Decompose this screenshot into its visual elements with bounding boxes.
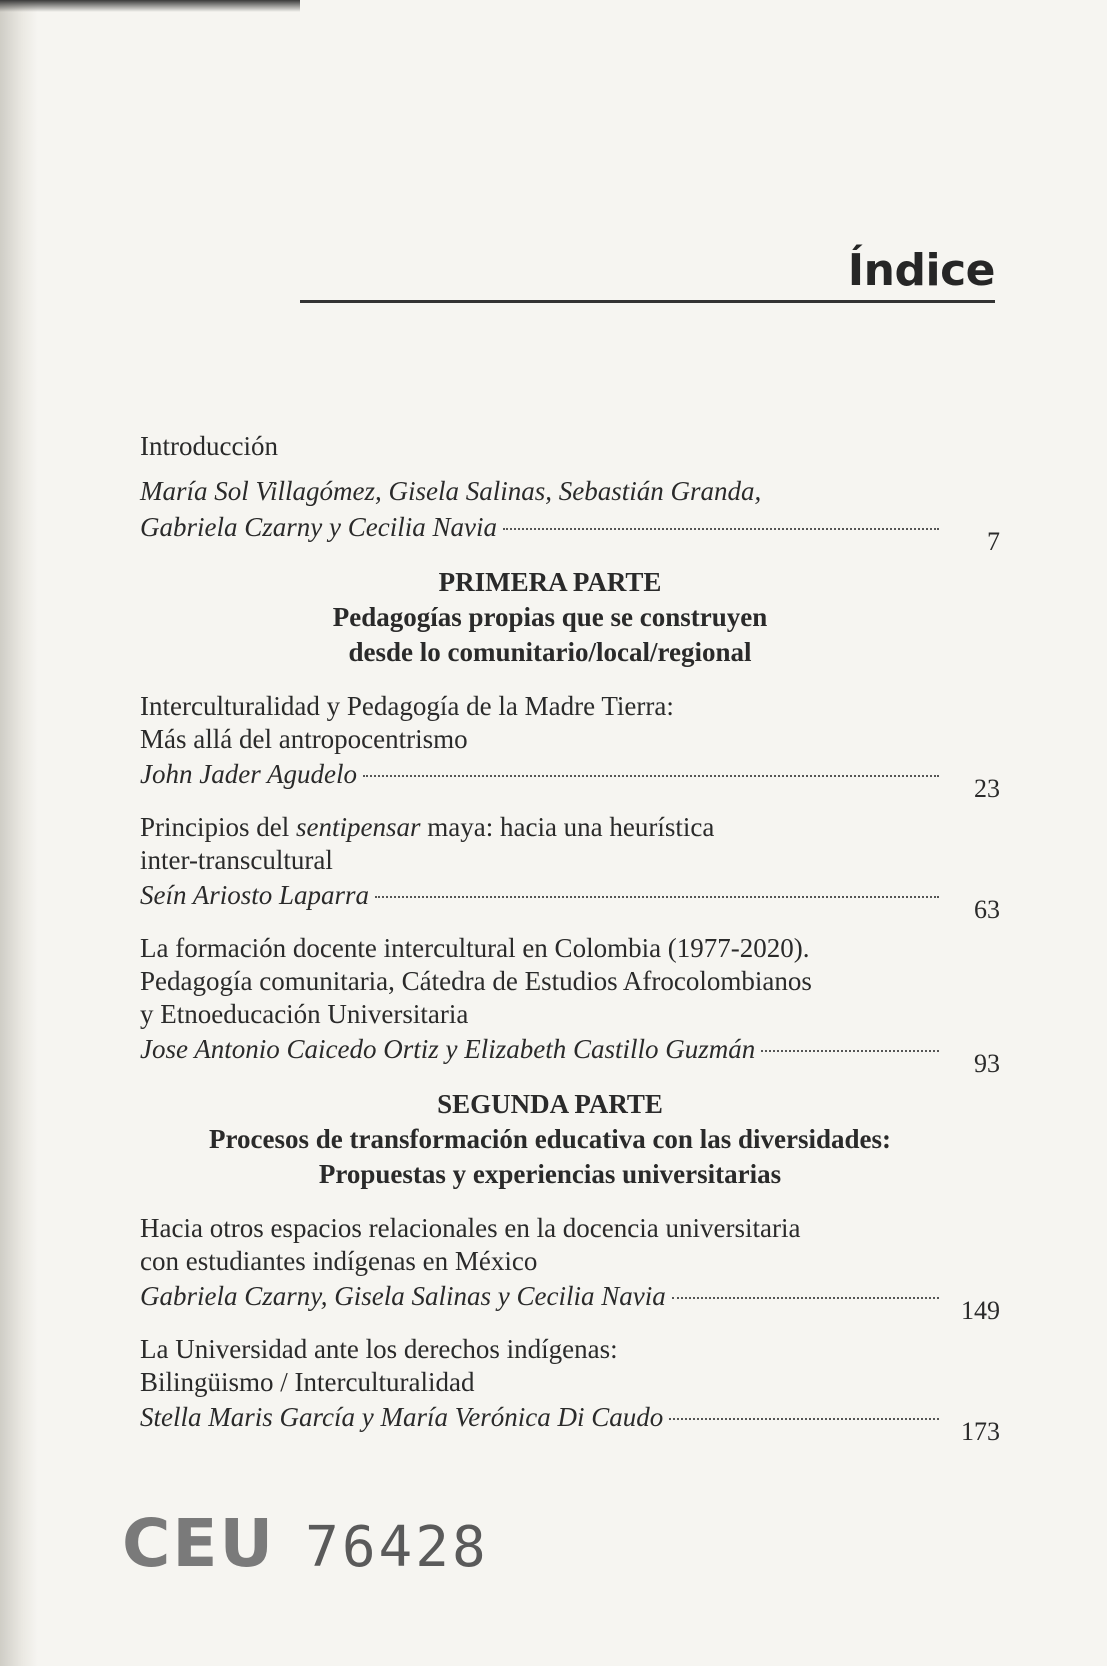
entry-author-row xyxy=(140,1399,1000,1446)
entry-title xyxy=(140,1333,1000,1399)
entry-author-row xyxy=(140,756,1000,803)
title-line: Bilingüismo / Interculturalidad xyxy=(140,1367,475,1397)
page-number: 93 xyxy=(974,1049,1000,1078)
title-line: La formación docente intercultural en Colombia (1977-2020). xyxy=(140,933,810,963)
author-line: Gabriela Czarny y Cecilia Navia xyxy=(140,512,497,542)
leader-dots xyxy=(375,896,939,898)
entry-author: Seín Ariosto Laparra xyxy=(140,880,370,910)
title-line: Interculturalidad y Pedagogía de la Madre Tierra: xyxy=(140,691,674,721)
entry-title xyxy=(140,932,1000,1031)
toc-entry[interactable] xyxy=(140,690,1000,803)
entry-title xyxy=(140,690,1000,756)
page-number: 23 xyxy=(974,774,1000,803)
title-line: Más allá del antropocentrismo xyxy=(140,724,468,754)
entry-authors xyxy=(140,473,1000,509)
entry-author: Gabriela Czarny, Gisela Salinas y Cecilia Navia xyxy=(140,1281,666,1311)
part-heading-2 xyxy=(140,1086,960,1192)
entry-title xyxy=(140,1212,1000,1278)
entry-author: John Jader Agudelo xyxy=(140,759,357,789)
part-label: PRIMERA PARTE xyxy=(438,567,662,597)
toc-entry[interactable] xyxy=(140,932,1000,1078)
leader-dots xyxy=(503,528,939,530)
stamp-label: CEU xyxy=(122,1505,276,1582)
leader-dots xyxy=(669,1418,939,1420)
title-line: Hacia otros espacios relacionales en la docencia universitaria xyxy=(140,1213,801,1243)
title-line xyxy=(140,811,1000,844)
page-gutter-shadow xyxy=(0,0,38,1666)
entry-author-row xyxy=(140,509,1000,556)
title-rule xyxy=(300,300,995,303)
entry-author: Stella Maris García y María Verónica Di Caudo xyxy=(140,1402,664,1432)
leader-dots xyxy=(761,1050,939,1052)
table-of-contents xyxy=(140,430,1000,1454)
entry-author-row xyxy=(140,877,1000,924)
page-number: 7 xyxy=(987,527,1000,556)
entry-author: Jose Antonio Caicedo Ortiz y Elizabeth Castillo Guzmán xyxy=(140,1034,756,1064)
title-line: y Etnoeducación Universitaria xyxy=(140,999,469,1029)
title-line: Introducción xyxy=(140,431,278,461)
toc-entry[interactable] xyxy=(140,1212,1000,1325)
toc-entry[interactable] xyxy=(140,811,1000,924)
entry-title xyxy=(140,430,1000,463)
part-subtitle-line: Pedagogías propias que se construyen xyxy=(332,602,768,632)
entry-author-row xyxy=(140,1278,1000,1325)
title-line: con estudiantes indígenas en México xyxy=(140,1246,538,1276)
entry-title xyxy=(140,811,1000,877)
library-stamp xyxy=(122,1505,489,1582)
title-suffix: maya: hacia una heurística xyxy=(420,812,715,842)
title-prefix: Principios del xyxy=(140,812,296,842)
title-italic-term: sentipensar xyxy=(296,812,421,842)
part-label: SEGUNDA PARTE xyxy=(437,1089,663,1119)
part-subtitle-line: Procesos de transformación educativa con las diversidades: xyxy=(209,1124,891,1154)
page-title: Índice xyxy=(847,245,995,296)
page-number: 149 xyxy=(961,1296,1000,1325)
leader-dots xyxy=(672,1297,939,1299)
toc-entry[interactable] xyxy=(140,1333,1000,1446)
toc-entry-introduction[interactable] xyxy=(140,430,1000,556)
entry-author-row xyxy=(140,1031,1000,1078)
title-line: Pedagogía comunitaria, Cátedra de Estudios Afrocolombianos xyxy=(140,966,812,996)
page-number: 173 xyxy=(961,1417,1000,1446)
part-subtitle-line: Propuestas y experiencias universitarias xyxy=(318,1159,782,1189)
leader-dots xyxy=(363,775,939,777)
part-heading-1 xyxy=(140,564,960,670)
stamp-number: 76428 xyxy=(305,1515,489,1580)
page-number: 63 xyxy=(974,895,1000,924)
title-line: inter-transcultural xyxy=(140,845,333,875)
author-line: María Sol Villagómez, Gisela Salinas, Sebastián Granda, xyxy=(140,476,762,506)
page-top-edge xyxy=(0,0,300,12)
part-subtitle-line: desde lo comunitario/local/regional xyxy=(348,637,752,667)
title-line: La Universidad ante los derechos indígenas: xyxy=(140,1334,618,1364)
